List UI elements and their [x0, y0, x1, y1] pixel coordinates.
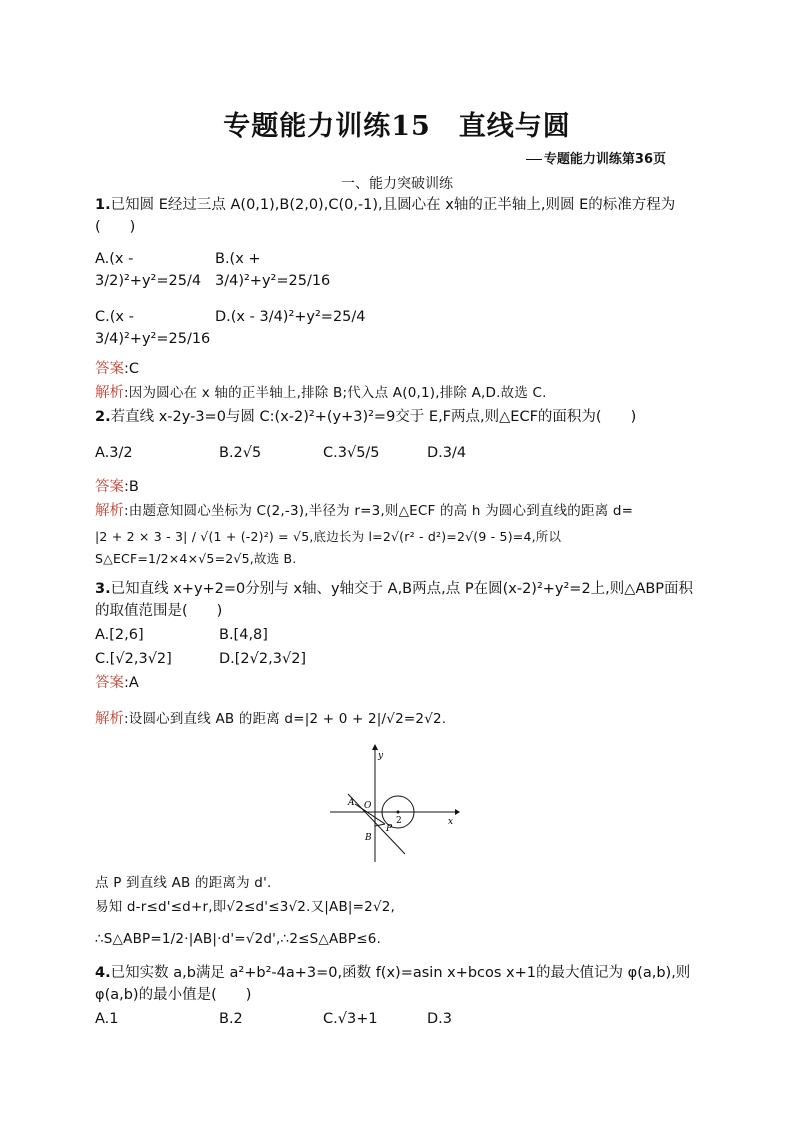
solution-q2-cont: |2 + 2 × 3 - 3| / √(1 + (-2)²) = √5,底边长为 l=2√(r² - d²)=2√(9 - 5)=4,所以 S△ECF=1/2×4×√5=2√5,故选 B. [95, 529, 562, 566]
option-c: C.(x - 3/4)²+y²=25/16 [95, 309, 211, 347]
question-4: 4.已知实数 a,b满足 a²+b²-4a+3=0,函数 f(x)=asin x+bcos x+1的最大值记为 φ(a,b),则φ(a,b)的最小值是( ) [95, 965, 691, 1003]
question-text: 已知实数 a,b满足 a²+b²-4a+3=0,函数 f(x)=asin x+bcos x+1的最大值记为 φ(a,b),则φ(a,b)的最小值是( ) [95, 965, 691, 1003]
point-p-label: P [386, 824, 393, 834]
option-c: C.√3+1 [323, 1011, 378, 1027]
answer-q1: 答案:C [95, 361, 140, 377]
solution-q3-line4: ∴S△ABP=1/2·|AB|·d'=√2d',∴2≤S△ABP≤6. [95, 931, 382, 947]
origin-label: O [364, 801, 372, 811]
center-x-label: 2 [396, 816, 402, 826]
point-a-label: A [348, 798, 355, 808]
axis-y-label: y [378, 751, 384, 761]
option-a: A.(x - 3/2)²+y²=25/4 [95, 251, 202, 289]
options-q3-row2 [95, 648, 705, 670]
geometry-figure [330, 744, 460, 864]
page-reference: 专题能力训练第36页 [526, 148, 666, 167]
point-b-label: B [365, 833, 372, 843]
options-q1-row2 [95, 306, 705, 350]
option-d: D.[2√2,3√2] [219, 651, 307, 667]
options-q4 [95, 1008, 705, 1030]
question-text: 若直线 x-2y-3=0与圆 C:(x-2)²+(y+3)²=9交于 E,F两点,则△ECF的面积为( ) [110, 409, 637, 425]
question-3: 3.已知直线 x+y+2=0分别与 x轴、y轴交于 A,B两点,点 P在圆(x-2)²+y²=2上,则△ABP面积的取值范围是( ) [95, 581, 694, 619]
solution-q2: 解析:由题意知圆心坐标为 C(2,-3),半径为 r=3,则△ECF 的高 h 为圆心到直线的距离 d= [95, 503, 634, 519]
question-list [95, 192, 705, 1032]
title-topic: 直线与圆 [458, 111, 571, 142]
option-a: A.[2,6] [95, 627, 144, 643]
question-text: 已知直线 x+y+2=0分别与 x轴、y轴交于 A,B两点,点 P在圆(x-2)²+y²=2上,则△ABP面积的取值范围是( ) [95, 581, 694, 619]
options-q3-row1 [95, 624, 705, 646]
option-c: C.3√5/5 [323, 445, 380, 461]
solution-q3-line3: 易知 d-r≤d'≤d+r,即√2≤d'≤3√2.又|AB|=2√2, [95, 899, 396, 915]
x-axis-arrow [455, 809, 460, 815]
option-a: A.1 [95, 1011, 119, 1027]
axis-x-label: x [448, 817, 454, 827]
solution-q1: 解析:因为圆心在 x 轴的正半轴上,排除 B;代入点 A(0,1),排除 A,D.故选 C. [95, 385, 547, 401]
options-q1 [95, 248, 705, 292]
option-c: C.[√2,3√2] [95, 651, 172, 667]
option-b: B.(x + 3/4)²+y²=25/16 [215, 251, 331, 289]
question-1: 1.已知圆 E经过三点 A(0,1),B(2,0),C(0,-1),且圆心在 x轴的正半轴上,则圆 E的标准方程为( ) [95, 197, 676, 235]
option-d: D.(x - 3/4)²+y²=25/4 [215, 309, 366, 325]
option-b: B.[4,8] [219, 627, 268, 643]
answer-q3: 答案:A [95, 675, 139, 691]
answer-q2: 答案:B [95, 479, 139, 495]
solution-q3: 解析:设圆心到直线 AB 的距离 d=|2 + 0 + 2|/√2=2√2. [95, 711, 447, 727]
circle-center [397, 811, 400, 814]
y-axis-arrow [372, 744, 378, 750]
options-q2 [95, 442, 705, 464]
option-b: B.2√5 [219, 445, 262, 461]
question-text: 已知圆 E经过三点 A(0,1),B(2,0),C(0,-1),且圆心在 x轴的正半轴上,则圆 E的标准方程为( ) [95, 197, 676, 235]
title-main: 专题能力训练15 [223, 111, 431, 142]
question-2: 2.若直线 x-2y-3=0与圆 C:(x-2)²+(y+3)²=9交于 E,F两点,则△ECF的面积为( ) [95, 409, 637, 425]
option-d: D.3 [427, 1011, 452, 1027]
option-b: B.2 [219, 1011, 243, 1027]
option-a: A.3/2 [95, 445, 133, 461]
solution-q3-line2: 点 P 到直线 AB 的距离为 d'. [95, 875, 272, 891]
section-heading: 一、能力突破训练 [341, 176, 453, 192]
page-title [0, 104, 794, 143]
option-d: D.3/4 [427, 445, 467, 461]
